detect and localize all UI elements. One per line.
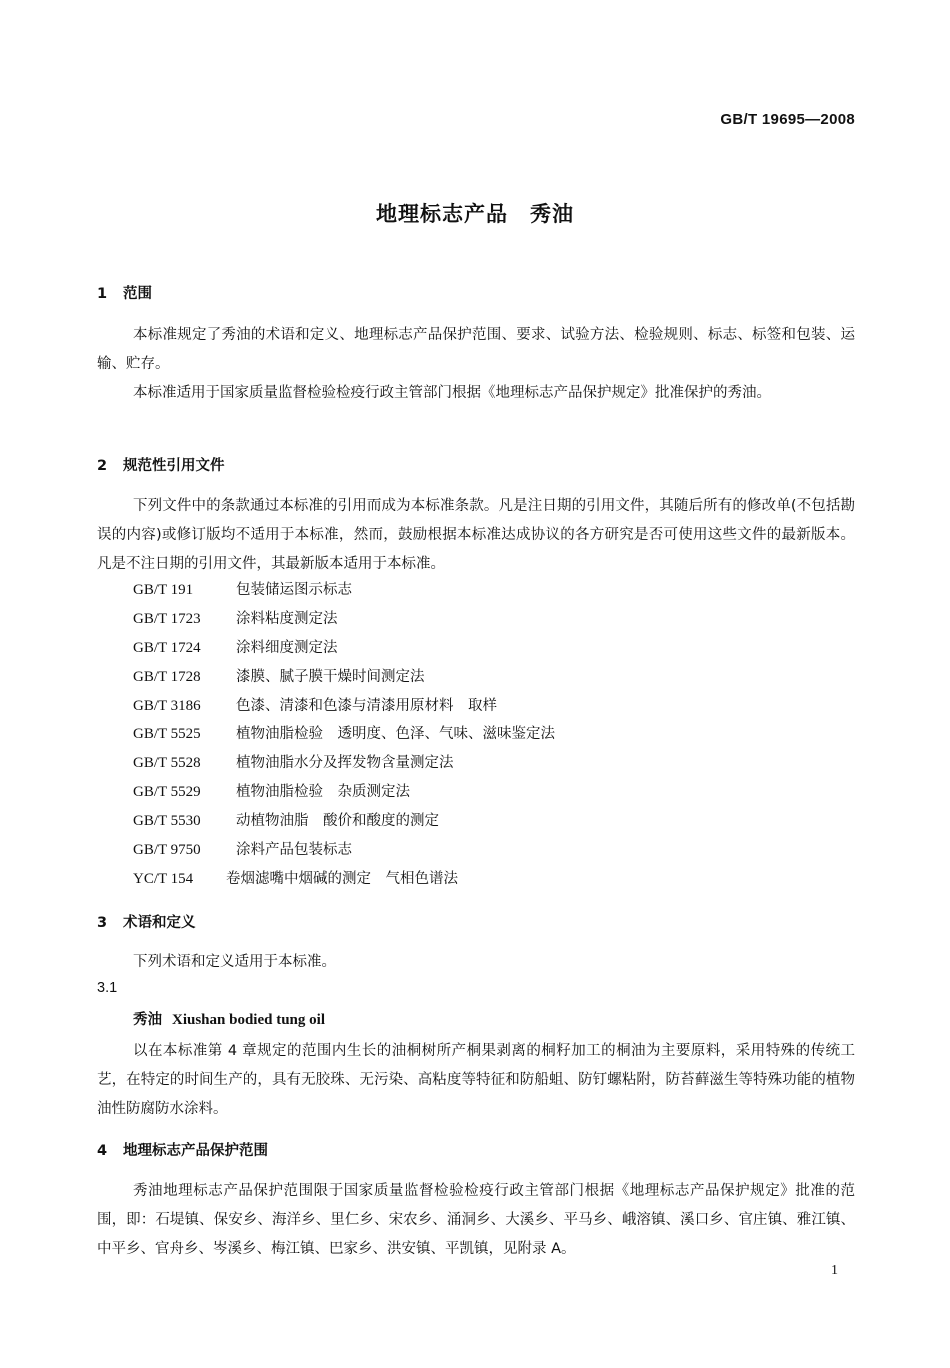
- reference-code: GB/T 5528: [133, 755, 201, 772]
- section-3-paragraph-1: 下列术语和定义适用于本标准。: [133, 954, 336, 970]
- section-number: 3: [97, 915, 108, 931]
- reference-item: [133, 865, 555, 894]
- section-4-paragraph-1: 秀油地理标志产品保护范围限于国家质量监督检验检疫行政主管部门根据《地理标志产品保护规定》批准的范围，即：石堤镇、保安乡、海洋乡、里仁乡、宋农乡、涌洞乡、大溪乡、平马乡、峨溶镇、溪口乡、官庄镇、雅江镇、中平乡、官舟乡、岑溪乡、梅江镇、巴家乡、洪安镇、平凯镇，见附录 A。: [97, 1183, 855, 1257]
- section-number: 1: [97, 286, 108, 302]
- reference-title: 涂料细度测定法: [236, 639, 338, 656]
- reference-item: [133, 634, 555, 663]
- reference-item: [133, 605, 555, 634]
- subsection-number: 3.1: [97, 980, 118, 996]
- reference-item: [133, 836, 555, 865]
- reference-item: [133, 720, 555, 749]
- reference-item: [133, 778, 555, 807]
- reference-item: [133, 576, 555, 605]
- reference-code: GB/T 5525: [133, 726, 201, 743]
- reference-title: 植物油脂检验 透明度、色泽、气味、滋味鉴定法: [236, 726, 555, 743]
- reference-code: GB/T 1724: [133, 639, 201, 656]
- section-number: 2: [97, 458, 108, 474]
- reference-code: YC/T 154: [133, 870, 194, 887]
- section-2-heading: [97, 454, 225, 475]
- reference-code: GB/T 9750: [133, 842, 201, 859]
- reference-title: 动植物油脂 酸价和酸度的测定: [236, 813, 439, 830]
- reference-title: 植物油脂检验 杂质测定法: [236, 784, 410, 801]
- section-title: 范围: [123, 286, 152, 302]
- reference-code: GB/T 1728: [133, 668, 201, 685]
- reference-code: GB/T 1723: [133, 610, 201, 627]
- section-title: 规范性引用文件: [123, 458, 225, 474]
- normative-reference-list: [133, 576, 555, 894]
- section-number: 4: [97, 1143, 108, 1159]
- term-english: Xiushan bodied tung oil: [172, 1012, 325, 1028]
- standard-code: GB/T 19695—2008: [720, 111, 855, 128]
- reference-code: GB/T 191: [133, 582, 194, 598]
- reference-item: [133, 807, 555, 836]
- section-3-heading: [97, 911, 196, 932]
- reference-code: GB/T 3186: [133, 697, 201, 714]
- reference-title: 色漆、清漆和色漆与清漆用原材料 取样: [236, 697, 497, 714]
- section-1-paragraph-2: 本标准适用于国家质量监督检验检疫行政主管部门根据《地理标志产品保护规定》批准保护的秀油。: [133, 385, 771, 401]
- reference-title: 植物油脂水分及挥发物含量测定法: [236, 755, 454, 772]
- section-2-paragraph-1: 下列文件中的条款通过本标准的引用而成为本标准条款。凡是注日期的引用文件，其随后所有的修改单(不包括勘误的内容)或修订版均不适用于本标准，然而，鼓励根据本标准达成协议的各方研究是否可使用这些文件的最新版本。凡是不注日期的引用文件，其最新版本适用于本标准。: [97, 498, 855, 572]
- section-title: 地理标志产品保护范围: [123, 1143, 268, 1159]
- reference-item: [133, 692, 555, 721]
- term-chinese: 秀油: [133, 1012, 162, 1028]
- page-number: 1: [831, 1263, 838, 1278]
- reference-title: 包装储运图示标志: [236, 582, 352, 598]
- section-title: 术语和定义: [123, 915, 196, 931]
- reference-title: 涂料粘度测定法: [236, 610, 338, 627]
- reference-title: 卷烟滤嘴中烟碱的测定 气相色谱法: [226, 870, 458, 887]
- document-title: 地理标志产品 秀油: [376, 202, 574, 226]
- section-1-heading: [97, 282, 152, 303]
- reference-title: 漆膜、腻子膜干燥时间测定法: [236, 668, 425, 685]
- reference-code: GB/T 5529: [133, 784, 201, 801]
- term-entry: [133, 1008, 325, 1029]
- reference-item: [133, 663, 555, 692]
- term-definition: 以在本标准第 4 章规定的范围内生长的油桐树所产桐果剥离的桐籽加工的桐油为主要原料，采用特殊的传统工艺，在特定的时间生产的，具有无胶珠、无污染、高粘度等特征和防船蛆、防钉螺粘附，防苔藓滋生等特殊功能的植物油性防腐防水涂料。: [97, 1043, 855, 1117]
- reference-title: 涂料产品包装标志: [236, 842, 352, 859]
- reference-code: GB/T 5530: [133, 813, 201, 830]
- reference-item: [133, 749, 555, 778]
- section-4-heading: [97, 1139, 268, 1160]
- section-1-paragraph-1: 本标准规定了秀油的术语和定义、地理标志产品保护范围、要求、试验方法、检验规则、标志、标签和包装、运输、贮存。: [97, 327, 855, 372]
